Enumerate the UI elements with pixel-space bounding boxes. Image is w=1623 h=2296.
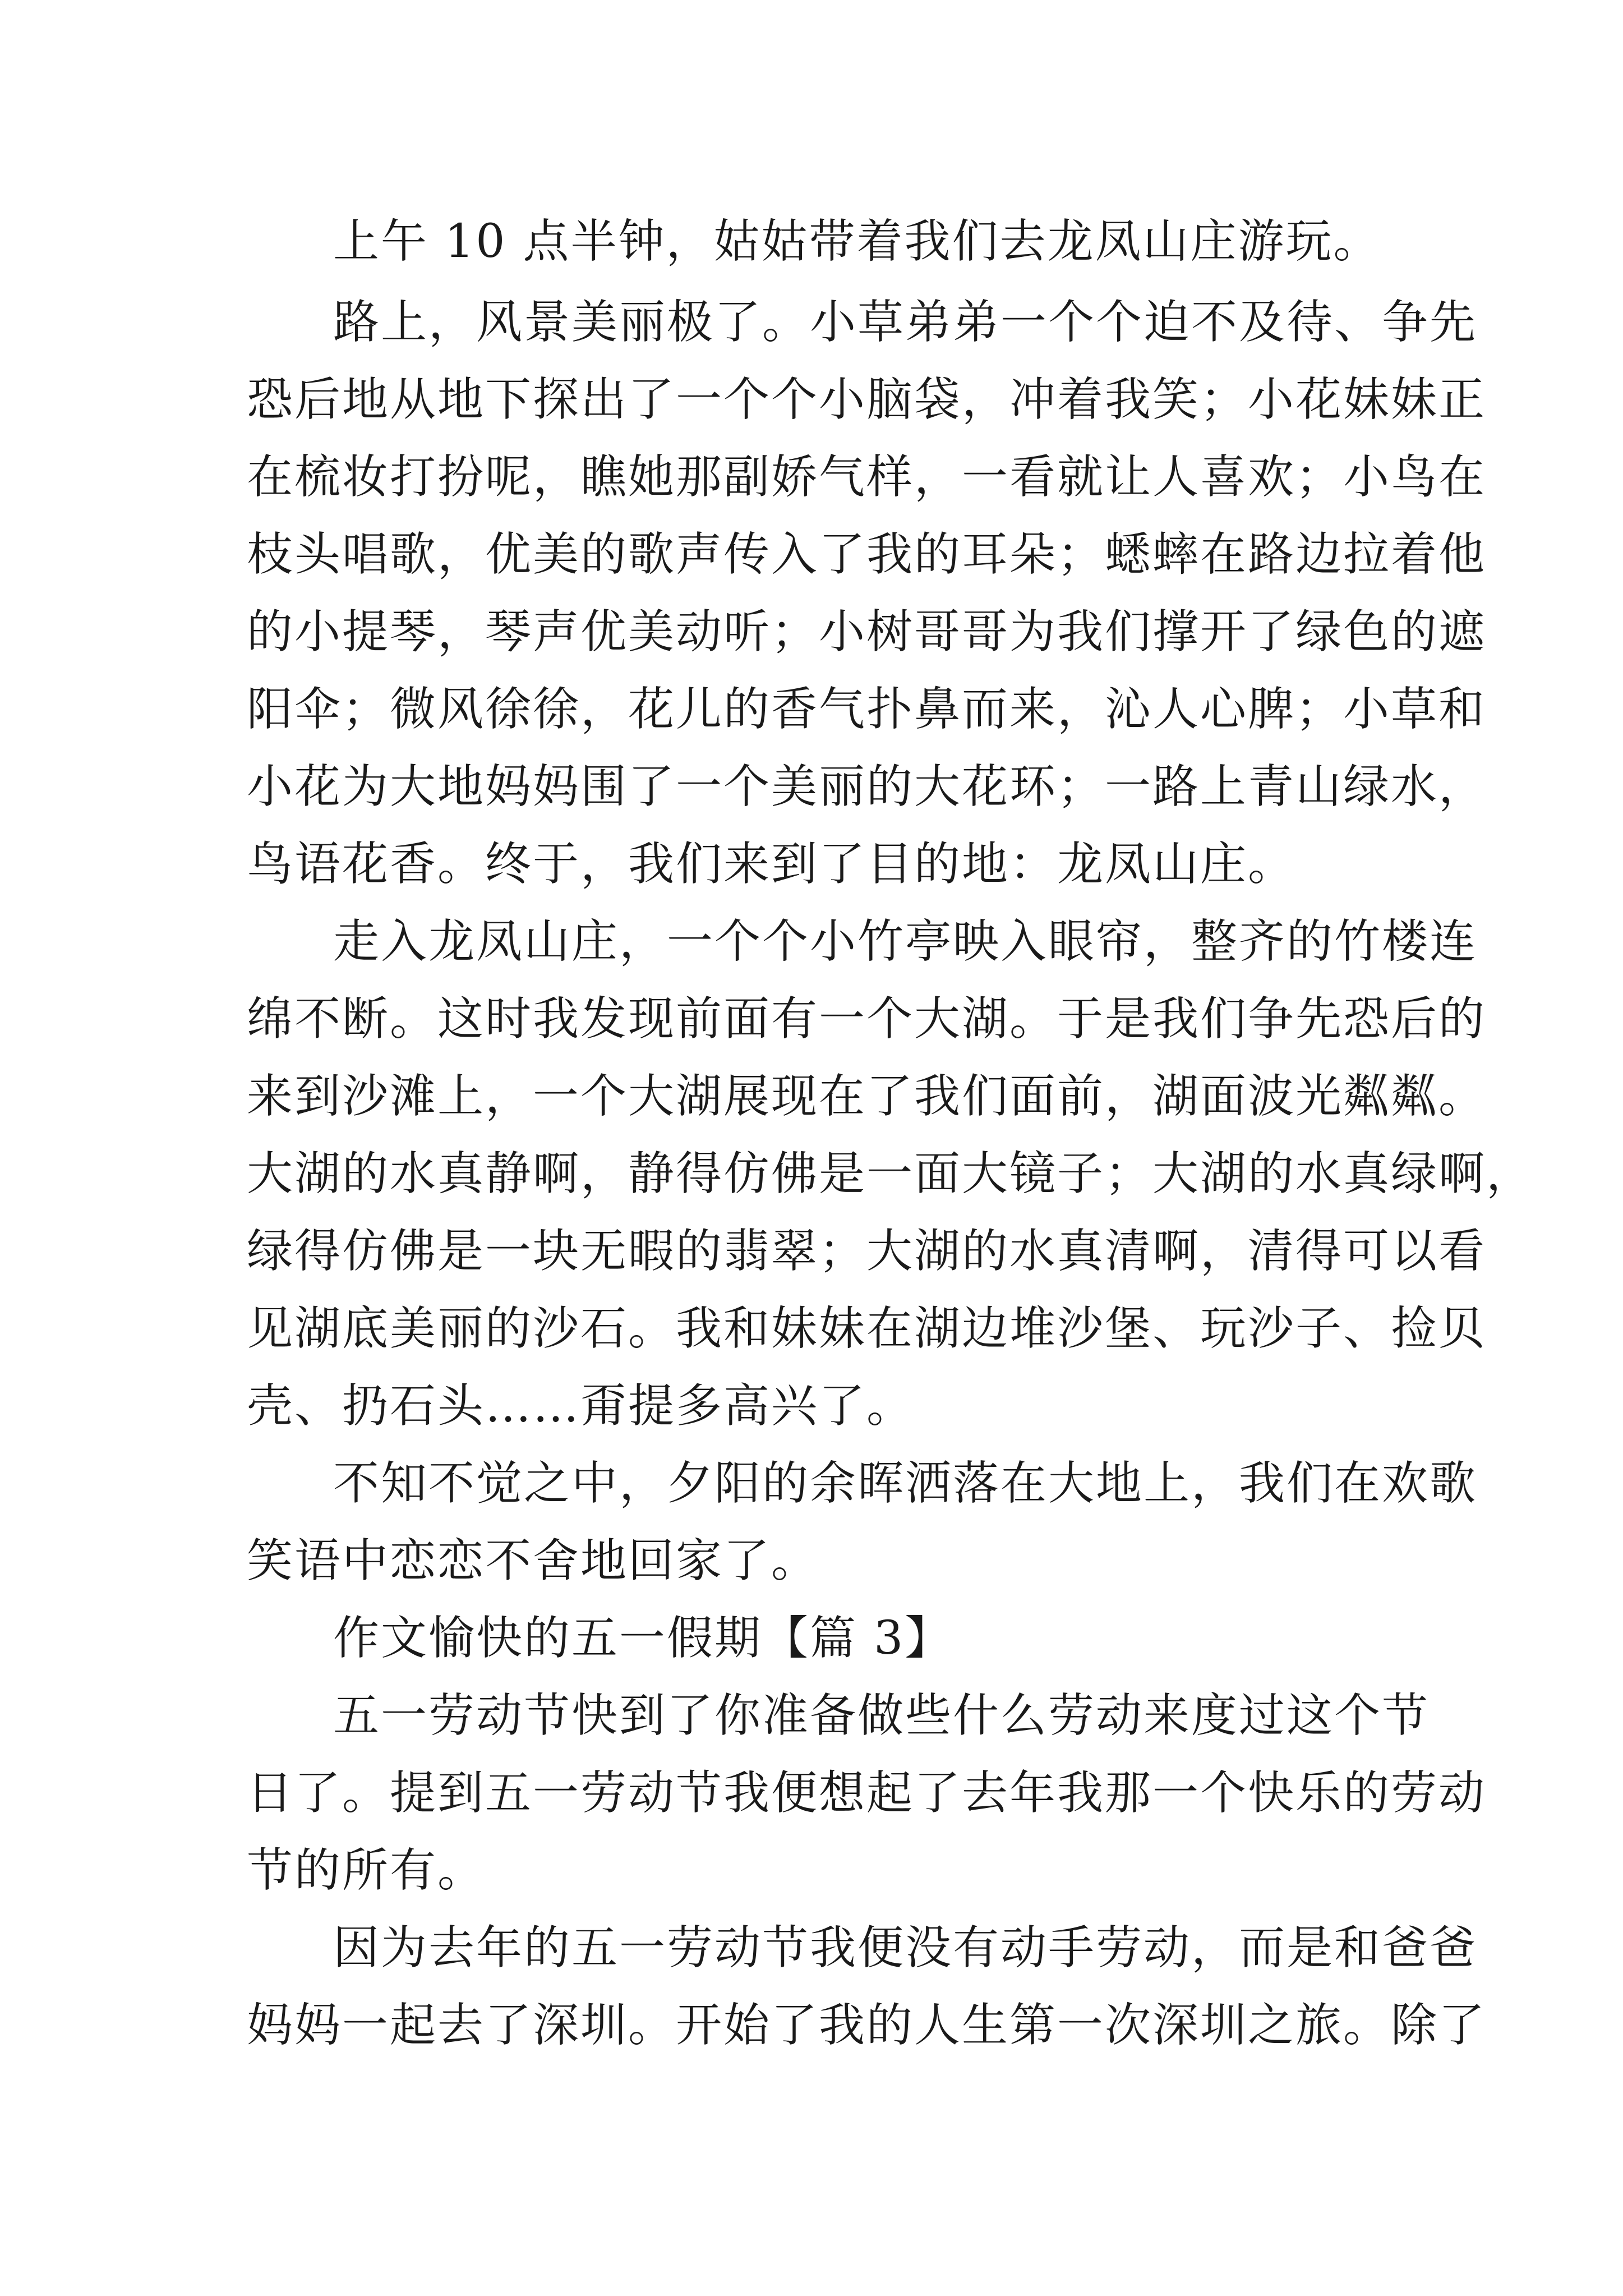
paragraph-line: 来到沙滩上，一个大湖展现在了我们面前，湖面波光粼粼。 [247,1070,1487,1123]
paragraph-line: 阳伞；微风徐徐，花儿的香气扑鼻而来，沁人心脾；小草和 [247,683,1487,736]
paragraph-line: 路上，风景美丽极了。小草弟弟一个个迫不及待、争先 [333,296,1478,349]
paragraph-line: 不知不觉之中，夕阳的余晖洒落在大地上，我们在欢歌 [333,1457,1478,1510]
paragraph-line: 绿得仿佛是一块无暇的翡翠；大湖的水真清啊，清得可以看 [247,1225,1487,1278]
paragraph-line: 绵不断。这时我发现前面有一个大湖。于是我们争先恐后的 [247,992,1487,1046]
paragraph-line: 笑语中恋恋不舍地回家了。 [247,1534,819,1588]
paragraph-line: 大湖的水真静啊，静得仿佛是一面大镜子；大湖的水真绿啊， [247,1147,1534,1200]
paragraph-line: 五一劳动节快到了你准备做些什么劳动来度过这个节 [333,1689,1430,1742]
section-heading: 作文愉快的五一假期【篇 3】 [333,1612,953,1665]
paragraph-line: 的小提琴，琴声优美动听；小树哥哥为我们撑开了绿色的遮 [247,605,1487,659]
paragraph-line: 走入龙凤山庄，一个个小竹亭映入眼帘，整齐的竹楼连 [333,915,1478,968]
paragraph-line: 妈妈一起去了深圳。开始了我的人生第一次深圳之旅。除了 [247,1999,1487,2052]
paragraph-line: 壳、扔石头……甭提多高兴了。 [247,1379,915,1433]
paragraph-line: 枝头唱歌，优美的歌声传入了我的耳朵；蟋蟀在路边拉着他 [247,528,1487,581]
paragraph-line: 上午 10 点半钟，姑姑带着我们去龙凤山庄游玩。 [333,215,1381,268]
paragraph-line: 在梳妆打扮呢，瞧她那副娇气样，一看就让人喜欢；小鸟在 [247,450,1487,504]
paragraph-line: 恐后地从地下探出了一个个小脑袋，冲着我笑；小花妹妹正 [247,373,1487,426]
paragraph-line: 节的所有。 [247,1844,486,1897]
paragraph-line: 鸟语花香。终于，我们来到了目的地：龙凤山庄。 [247,838,1296,891]
paragraph-line: 日了。提到五一劳动节我便想起了去年我那一个快乐的劳动 [247,1766,1487,1820]
paragraph-line: 见湖底美丽的沙石。我和妹妹在湖边堆沙堡、玩沙子、捡贝 [247,1302,1487,1355]
paragraph-line: 因为去年的五一劳动节我便没有动手劳动，而是和爸爸 [333,1921,1478,1975]
paragraph-line: 小花为大地妈妈围了一个美丽的大花环；一路上青山绿水， [247,760,1487,813]
